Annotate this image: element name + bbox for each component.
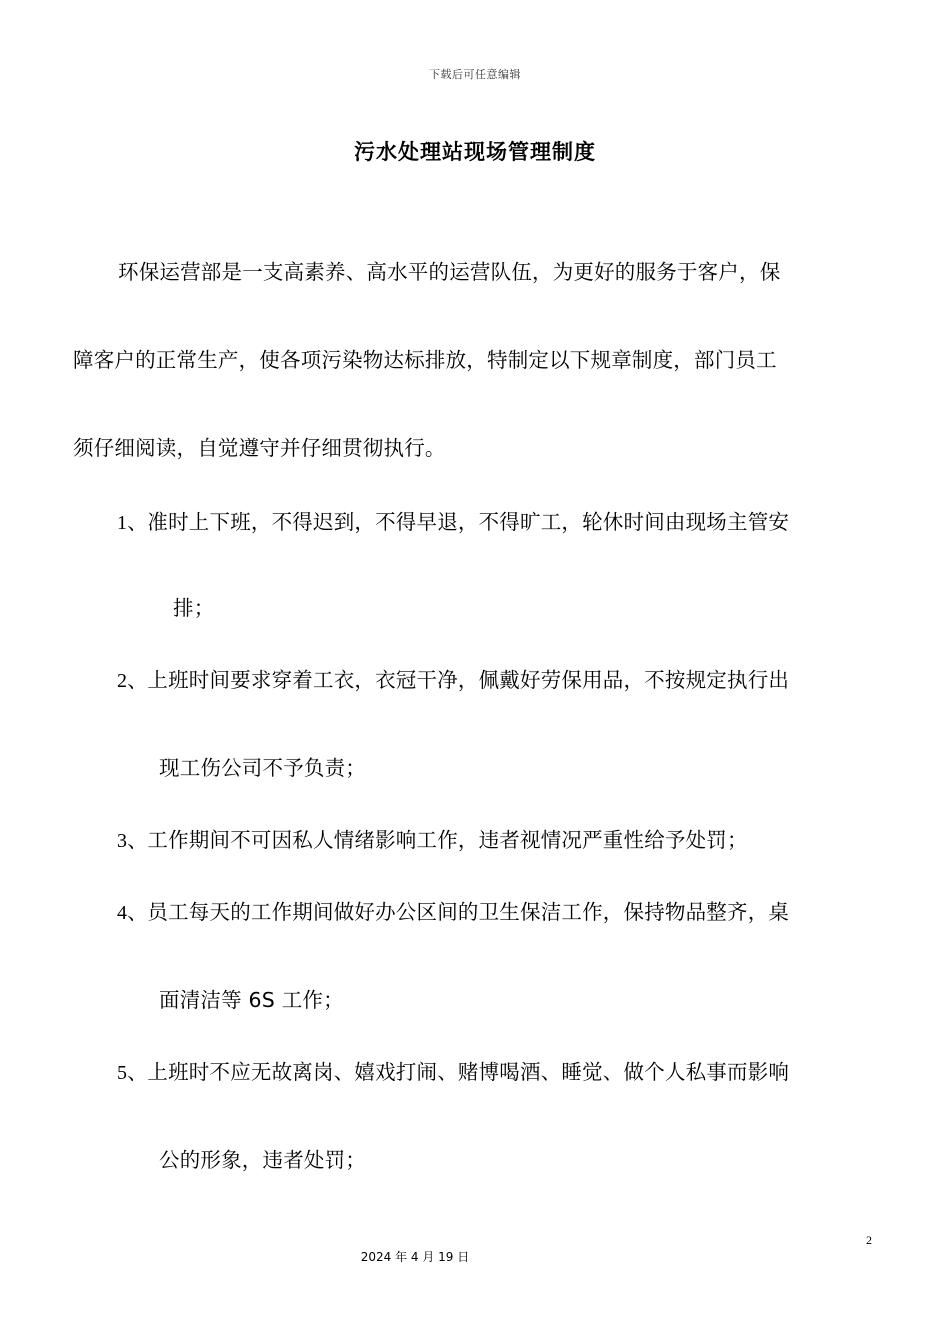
rule-1-line-1 (117, 508, 789, 537)
document-title: 污水处理站现场管理制度 (354, 140, 596, 164)
rule-1-text: 准时上下班，不得迟到，不得早退，不得旷工，轮休时间由现场主管安 (147, 510, 790, 534)
intro-line-1: 环保运营部是一支高素养、高水平的运营队伍，为更好的服务于客户，保 (118, 260, 781, 284)
rule-3-number: 3、 (117, 830, 148, 852)
rule-3-line-1 (117, 826, 748, 855)
rule-5-line-1 (117, 1058, 789, 1087)
rule-5-text: 上班时不应无故离岗、嬉戏打闹、赌博喝酒、睡觉、做个人私事而影响 (147, 1060, 790, 1084)
intro-line-2: 障客户的正常生产，使各项污染物达标排放，特制定以下规章制度，部门员工 (73, 348, 777, 372)
rule-1-line-2: 排； (173, 596, 215, 620)
rule-5-line-2: 公的形象，违者处罚； (159, 1148, 366, 1172)
rule-2-line-1 (117, 666, 789, 695)
footer-date: 2024 年 4 月 19 日 (360, 1250, 470, 1264)
rule-4-text: 员工每天的工作期间做好办公区间的卫生保洁工作，保持物品整齐，桌 (147, 900, 790, 924)
rule-4-line-2: 面清洁等 6S 工作； (159, 988, 344, 1012)
rule-2-line-2: 现工伤公司不予负责； (159, 756, 366, 780)
rule-2-number: 2、 (117, 670, 148, 692)
intro-line-3: 须仔细阅读，自觉遵守并仔细贯彻执行。 (73, 436, 446, 460)
rule-3-text: 工作期间不可因私人情绪影响工作，违者视情况严重性给予处罚； (147, 828, 748, 852)
rule-1-number: 1、 (117, 512, 148, 534)
rule-4-number: 4、 (117, 902, 148, 924)
header-note: 下载后可任意编辑 (429, 68, 521, 81)
rule-4-line-1 (117, 898, 789, 927)
rule-5-number: 5、 (117, 1062, 148, 1084)
rule-2-text: 上班时间要求穿着工衣，衣冠干净，佩戴好劳保用品，不按规定执行出 (147, 668, 790, 692)
page-number: 2 (866, 1233, 872, 1247)
